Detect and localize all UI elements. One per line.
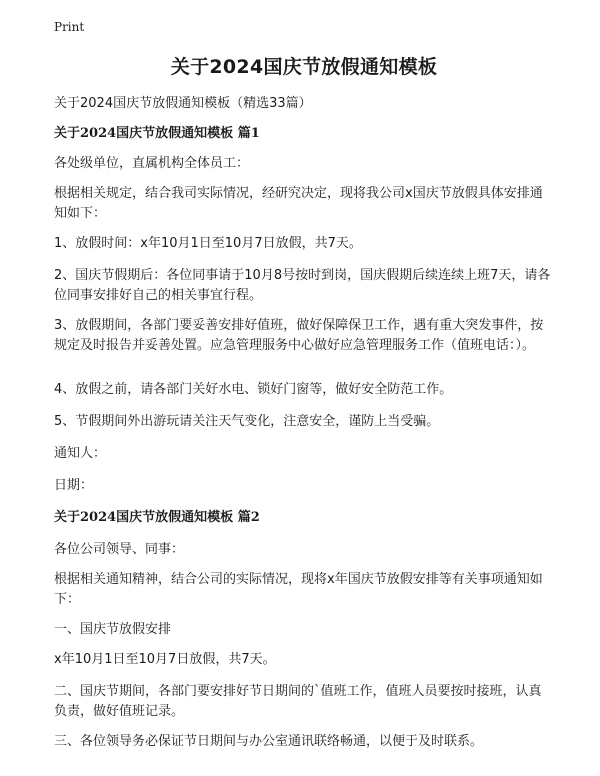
section1-intro: 根据相关规定，结合我司实际情况，经研究决定，现将我公司x国庆节放假具体安排通知如下： — [54, 186, 543, 221]
section2-sub3-text: 三、各位领导务必保证节日期间与办公室通讯联络畅通，以便于及时联系。 — [54, 734, 484, 749]
print-link[interactable]: Print — [54, 20, 85, 34]
section1-notifier: 通知人： — [54, 446, 107, 461]
section2-heading: 关于2024国庆节放假通知模板 篇2 — [54, 510, 260, 525]
section2-sub1: 一、国庆节放假安排 — [54, 622, 172, 637]
section1-date: 日期： — [54, 478, 94, 493]
section1-item4: 4、放假之前，请各部门关好水电、锁好门窗等，做好安全防范工作。 — [54, 382, 453, 397]
document-subtitle: 关于2024国庆节放假通知模板（精选33篇） — [54, 96, 312, 111]
section1-item3: 3、放假期间，各部门要妥善安排好值班，做好保障保卫工作，遇有重大突发事件，按规定及时报告并妥善处置。应急管理服务中心做好应急管理服务工作（值班电话：）。 — [54, 318, 544, 353]
section1-item5: 5、节假期间外出游玩请关注天气变化，注意安全，谨防上当受骗。 — [54, 414, 440, 429]
page-title: 关于2024国庆节放假通知模板 — [170, 56, 438, 78]
section2-intro: 根据相关通知精神，结合公司的实际情况，现将x年国庆节放假安排等有关事项通知如下： — [54, 572, 543, 607]
section1-item1: 1、放假时间：x年10月1日至10月7日放假，共7天。 — [54, 236, 362, 251]
section2-greeting: 各位公司领导、同事： — [54, 542, 185, 557]
section1-greeting: 各处级单位，直属机构全体员工： — [54, 156, 250, 171]
section1-heading: 关于2024国庆节放假通知模板 篇1 — [54, 126, 260, 141]
section1-item2: 2、国庆节假期后：各位同事请于10月8号按时到岗，国庆假期后续连续上班7天，请各位同事安排好自己的相关事宜行程。 — [54, 268, 551, 303]
section2-sub2-text: 二、国庆节期间，各部门要安排好节日期间的`值班工作，值班人员要按时接班，认真负责，做好值班记录。 — [54, 684, 542, 719]
section2-sub1-text: x年10月1日至10月7日放假，共7天。 — [54, 652, 276, 667]
